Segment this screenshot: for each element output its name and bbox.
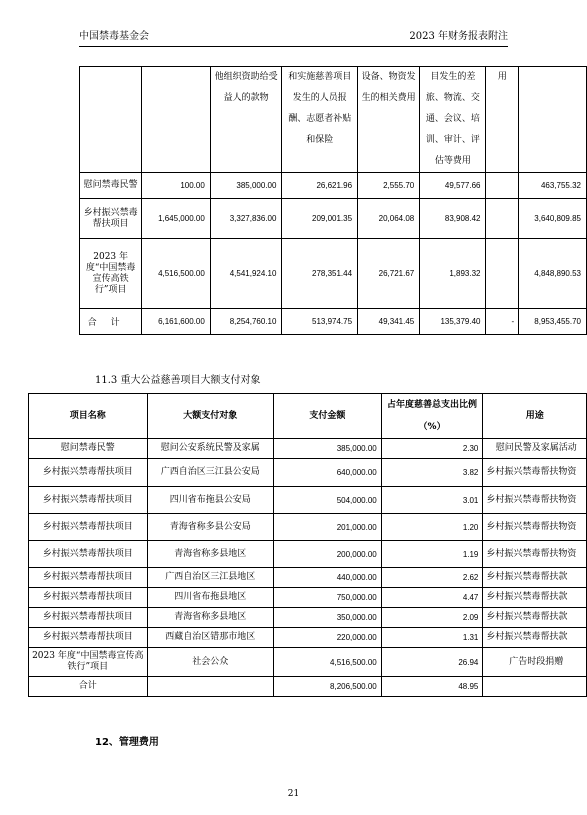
ratio: 1.20: [381, 514, 483, 541]
amount: 220,000.00: [274, 628, 382, 648]
table-row: [29, 514, 587, 541]
ratio: 3.82: [381, 459, 483, 487]
ratio: 4.47: [381, 588, 483, 608]
table1-header-row: [80, 67, 587, 173]
ratio: 1.31: [381, 628, 483, 648]
total-value: -: [486, 309, 519, 335]
value-cell: 20,064.08: [358, 199, 420, 239]
section-title-11-3: 11.3 重大公益慈善项目大额支付对象: [95, 375, 261, 386]
value-cell: 26,721.67: [358, 239, 420, 309]
project-name: 2023 年度“中国禁毒宣传高铁行”项目: [80, 239, 142, 309]
payee: 广西自治区三江县地区: [147, 568, 273, 588]
amount: 201,000.00: [274, 514, 382, 541]
payee: 慰问公安系统民警及家属: [147, 439, 273, 459]
column-header-amount: 支付金额: [274, 394, 382, 439]
column-header-payee: 大额支付对象: [147, 394, 273, 439]
use: 乡村振兴禁毒帮扶物资: [483, 487, 587, 514]
payee: 青海省称多县地区: [147, 608, 273, 628]
large-payment-table: [28, 393, 587, 697]
table-total-row: [80, 309, 587, 335]
table-row: [80, 199, 587, 239]
table-total-row: [29, 677, 587, 697]
use: 乡村振兴禁毒帮扶物资: [483, 541, 587, 568]
payee: 广西自治区三江县公安局: [147, 459, 273, 487]
total-ratio: 48.95: [381, 677, 483, 697]
table-row: [29, 588, 587, 608]
value-cell: 1,645,000.00: [142, 199, 211, 239]
ratio: 2.30: [381, 439, 483, 459]
project-name: 乡村振兴禁毒帮扶项目: [29, 514, 148, 541]
use: [483, 677, 587, 697]
value-cell: 83,908.42: [420, 199, 486, 239]
table-row: [29, 608, 587, 628]
use: 乡村振兴禁毒帮扶款: [483, 568, 587, 588]
value-cell: 2,555.70: [358, 173, 420, 199]
project-name: 慰问禁毒民警: [29, 439, 148, 459]
table-row: [29, 628, 587, 648]
project-name: 乡村振兴禁毒帮扶项目: [29, 541, 148, 568]
table-row: [29, 648, 587, 677]
value-cell: [486, 199, 519, 239]
table1-header-cell: [142, 67, 211, 173]
value-cell: 4,516,500.00: [142, 239, 211, 309]
use: 乡村振兴禁毒帮扶款: [483, 588, 587, 608]
total-value: 513,974.75: [282, 309, 358, 335]
table1-header-cell: 设备、物资发生的相关费用: [358, 67, 420, 173]
total-value: 135,379.40: [420, 309, 486, 335]
table2-header-row: [29, 394, 587, 439]
amount: 4,516,500.00: [274, 648, 382, 677]
column-header-use: 用途: [483, 394, 587, 439]
amount: 440,000.00: [274, 568, 382, 588]
ratio: 1.19: [381, 541, 483, 568]
table-row: [29, 439, 587, 459]
project-name: 慰问禁毒民警: [80, 173, 142, 199]
payee: 四川省布拖县公安局: [147, 487, 273, 514]
total-value: 49,341.45: [358, 309, 420, 335]
ratio: 2.09: [381, 608, 483, 628]
value-cell: [486, 173, 519, 199]
value-cell: 26,621.96: [282, 173, 358, 199]
project-name: 乡村振兴禁毒帮扶项目: [29, 588, 148, 608]
payee: 西藏自治区错那市地区: [147, 628, 273, 648]
table1-header-cell: 和实施慈善项目发生的人员报酬、志愿者补贴和保险: [282, 67, 358, 173]
value-cell: 3,327,836.00: [210, 199, 282, 239]
column-header-project: 项目名称: [29, 394, 148, 439]
table-row: [80, 239, 587, 309]
table-row: [80, 173, 587, 199]
total-value: 8,254,760.10: [210, 309, 282, 335]
project-expense-table: [79, 66, 587, 335]
payee: 青海省称多县公安局: [147, 514, 273, 541]
use: 慰问民警及家属活动: [483, 439, 587, 459]
table-row: [29, 459, 587, 487]
amount: 385,000.00: [274, 439, 382, 459]
value-cell: 463,755.32: [519, 173, 587, 199]
total-value: 6,161,600.00: [142, 309, 211, 335]
section-title-12: 12、管理费用: [95, 737, 159, 748]
use: 乡村振兴禁毒帮扶物资: [483, 459, 587, 487]
table1-header-cell: 目发生的差旅、物流、交通、会议、培训、审计、评估等费用: [420, 67, 486, 173]
table-row: [29, 541, 587, 568]
value-cell: 4,848,890.53: [519, 239, 587, 309]
project-name: 乡村振兴禁毒帮扶项目: [29, 568, 148, 588]
table-row: [29, 487, 587, 514]
table1-header-cell: [519, 67, 587, 173]
total-amount: 8,206,500.00: [274, 677, 382, 697]
value-cell: 209,001.35: [282, 199, 358, 239]
project-name: 乡村振兴禁毒帮扶项目: [29, 459, 148, 487]
amount: 504,000.00: [274, 487, 382, 514]
page-number: 21: [287, 789, 300, 799]
table1-header-cell: [80, 67, 142, 173]
amount: 350,000.00: [274, 608, 382, 628]
project-name: 乡村振兴禁毒帮扶项目: [80, 199, 142, 239]
total-label: 合计: [80, 309, 142, 335]
use: 乡村振兴禁毒帮扶款: [483, 628, 587, 648]
value-cell: 100.00: [142, 173, 211, 199]
value-cell: 49,577.66: [420, 173, 486, 199]
payee: 社会公众: [147, 648, 273, 677]
value-cell: 3,640,809.85: [519, 199, 587, 239]
project-name: 乡村振兴禁毒帮扶项目: [29, 608, 148, 628]
use: 乡村振兴禁毒帮扶款: [483, 608, 587, 628]
header-rule: [79, 46, 508, 47]
project-name: 乡村振兴禁毒帮扶项目: [29, 628, 148, 648]
payee: [147, 677, 273, 697]
ratio: 2.62: [381, 568, 483, 588]
value-cell: 278,351.44: [282, 239, 358, 309]
amount: 200,000.00: [274, 541, 382, 568]
value-cell: 1,893.32: [420, 239, 486, 309]
project-name: 2023 年度“中国禁毒宣传高铁行”项目: [29, 648, 148, 677]
column-header-ratio: 占年度慈善总支出比例（%）: [381, 394, 483, 439]
ratio: 3.01: [381, 487, 483, 514]
use: 广告时段捐赠: [483, 648, 587, 677]
value-cell: 4,541,924.10: [210, 239, 282, 309]
header-doc-title: 2023 年财务报表附注: [409, 31, 508, 42]
use: 乡村振兴禁毒帮扶物资: [483, 514, 587, 541]
amount: 640,000.00: [274, 459, 382, 487]
payee: 四川省布拖县地区: [147, 588, 273, 608]
total-value: 8,953,455.70: [519, 309, 587, 335]
ratio: 26.94: [381, 648, 483, 677]
payee: 青海省称多县地区: [147, 541, 273, 568]
header-org-name: 中国禁毒基金会: [79, 31, 149, 42]
total-label: 合计: [29, 677, 148, 697]
amount: 750,000.00: [274, 588, 382, 608]
table-row: [29, 568, 587, 588]
project-name: 乡村振兴禁毒帮扶项目: [29, 487, 148, 514]
value-cell: 385,000.00: [210, 173, 282, 199]
table1-header-cell: 他组织资助给受益人的款物: [210, 67, 282, 173]
value-cell: [486, 239, 519, 309]
table1-header-cell: 用: [486, 67, 519, 173]
